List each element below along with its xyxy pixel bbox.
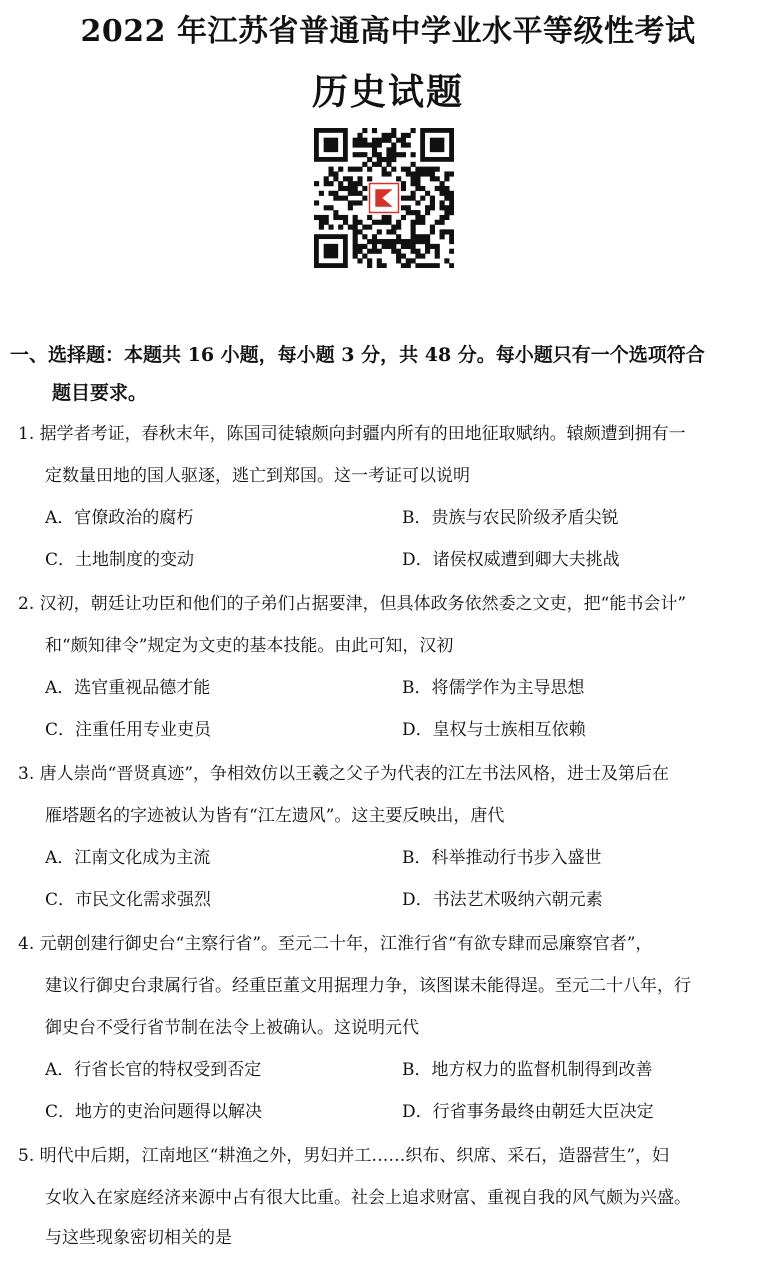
question-4-line-3: 御史台不受行省节制在法令上被确认。这说明元代 (45, 1018, 419, 1038)
question-3-option-d: D．书法艺术吸纳六朝元素 (402, 890, 603, 910)
question-2-option-a: A．选官重视品德才能 (45, 678, 211, 698)
question-5-line-3: 与这些现象密切相关的是 (45, 1228, 232, 1248)
section-heading-line1: 一、选择题：本题共 16 小题，每小题 3 分，共 48 分。每小题只有一个选项符合 (10, 344, 705, 366)
exam-title: 2022 年江苏省普通高中学业水平等级性考试 (80, 14, 696, 49)
question-3-option-b: B．科举推动行书步入盛世 (402, 848, 602, 868)
section-heading-line2: 题目要求。 (52, 382, 148, 404)
question-4-option-a: A．行省长官的特权受到否定 (45, 1060, 262, 1080)
question-4-option-b: B．地方权力的监督机制得到改善 (402, 1060, 653, 1080)
qr-code-icon (314, 128, 454, 268)
question-4-option-d: D．行省事务最终由朝廷大臣决定 (402, 1102, 654, 1122)
question-3-option-a: A．江南文化成为主流 (45, 848, 211, 868)
question-1-option-d: D．诸侯权威遭到卿大夫挑战 (402, 550, 620, 570)
question-3-option-c: C．市民文化需求强烈 (45, 890, 212, 910)
question-3-line-1: 3. 唐人崇尚“晋贤真迹”，争相效仿以王羲之父子为代表的江左书法风格，进士及第后在 (18, 764, 670, 784)
question-2-option-c: C．注重任用专业吏员 (45, 720, 212, 740)
question-2-line-1: 2. 汉初，朝廷让功臣和他们的子弟们占据要津，但具体政务依然委之文吏，把“能书会计” (18, 594, 687, 614)
question-1-line-2: 定数量田地的国人驱逐，逃亡到郑国。这一考证可以说明 (45, 466, 470, 486)
question-1-line-1: 1. 据学者考证，春秋末年，陈国司徒辕颇向封疆内所有的田地征取赋纳。辕颇遭到拥有一 (18, 424, 686, 444)
question-2-option-d: D．皇权与士族相互依赖 (402, 720, 586, 740)
question-5-line-1: 5. 明代中后期，江南地区“耕渔之外，男妇并工……织布、织席、采石，造器营生”，妇 (18, 1146, 670, 1166)
question-1-option-b: B．贵族与农民阶级矛盾尖锐 (402, 508, 619, 528)
question-5-line-2: 女收入在家庭经济来源中占有很大比重。社会上追求财富、重视自我的风气颇为兴盛。 (45, 1188, 691, 1208)
question-3-line-2: 雁塔题名的字迹被认为皆有“江左遗风”。这主要反映出，唐代 (45, 806, 505, 826)
qr-code-graphic (314, 128, 454, 268)
question-4-line-1: 4. 元朝创建行御史台“主察行省”。至元二十年，江淮行省“有欲专肆而忌廉察官者”， (18, 934, 653, 954)
section-heading (10, 336, 770, 412)
question-4-line-2: 建议行御史台隶属行省。经重臣董文用据理力争，该图谋未能得逞。至元二十八年，行 (45, 976, 691, 996)
question-2-line-2: 和“颇知律令”规定为文吏的基本技能。由此可知，汉初 (45, 636, 454, 656)
question-1-option-c: C．土地制度的变动 (45, 550, 195, 570)
question-4-option-c: C．地方的吏治问题得以解决 (45, 1102, 263, 1122)
exam-subtitle: 历史试题 (311, 71, 464, 113)
question-1-option-a: A．官僚政治的腐朽 (45, 508, 194, 528)
question-2-option-b: B．将儒学作为主导思想 (402, 678, 585, 698)
